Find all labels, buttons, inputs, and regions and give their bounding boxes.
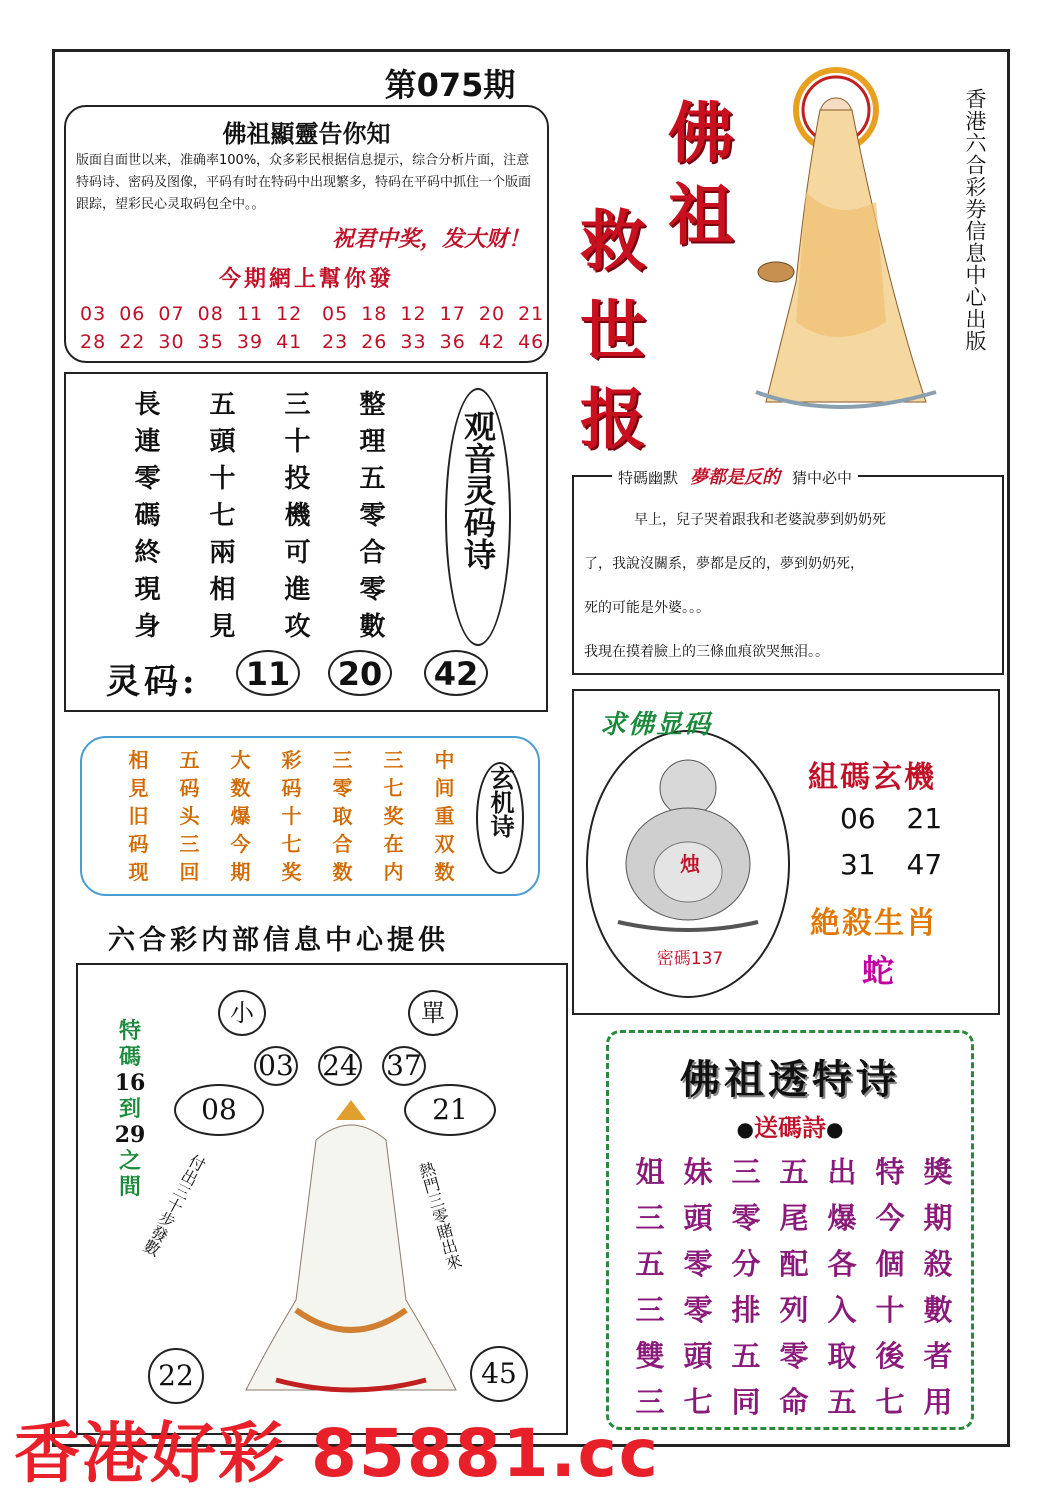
jue-zodiac: 蛇 [862,952,895,990]
xuanji-char: 码 [179,776,200,800]
joke-line: 死的可能是外婆。。。 [584,600,710,616]
xuanji-char: 零 [332,776,353,800]
xuanji-char: 彩 [281,748,302,772]
te-poem-char: 用 [923,1385,953,1419]
poem-char: 可 [284,538,311,568]
xuanji-char: 码 [281,776,302,800]
poem-char: 兩 [209,538,236,568]
tema-char: 到 [118,1096,141,1122]
te-poem-char: 三 [731,1155,761,1189]
xuanji-char: 十 [281,804,302,828]
xuanji-char: 三 [179,832,200,856]
poem-char: 數 [359,612,386,642]
buddha-code-title: 求佛显码 [600,710,713,740]
joke-line: 了，我說沒關系，夢都是反的，夢到奶奶死， [584,556,864,572]
xuanji-char: 相 [128,748,149,772]
xuanji-char: 三 [383,748,404,772]
te-poem-char: 出 [827,1155,857,1189]
xuanji-char: 间 [434,776,455,800]
te-poem-char: 零 [779,1339,809,1373]
te-poem-char: 排 [731,1293,761,1327]
te-poem-char: 七 [875,1385,905,1419]
xuanji-title-text: 玄机诗 [486,766,515,838]
joke-line: 早上，兒子哭着跟我和老婆說夢到奶奶死 [634,512,886,528]
te-poem-char: 五 [731,1339,761,1373]
xuanji-char: 大 [230,748,251,772]
poem-char: 頭 [209,427,236,457]
curve-text-left: 付出三十步發數 [139,1150,209,1259]
poem-char: 身 [134,612,161,642]
song-ma-text: 送碼詩 [754,1113,826,1142]
xuanji-char: 数 [434,860,455,884]
tema-char: 之 [118,1148,141,1174]
poem-char: 投 [284,464,311,494]
te-poem-char: 各 [827,1247,857,1281]
xuanji-char: 見 [128,776,149,800]
zu-numbers [840,796,942,888]
joke-body [584,498,994,674]
te-poem-char: 三 [635,1293,665,1327]
numbers-row1b: 05 18 12 17 20 21 [322,303,545,325]
zu-number: 31 [840,848,876,881]
xuanji-char: 码 [128,832,149,856]
te-poem-char: 同 [731,1385,761,1419]
poem-char: 三 [284,390,311,420]
poem-char: 機 [284,501,311,531]
numbers-row2b: 23 26 33 36 42 46 [322,331,545,353]
joke-header-left: 特碼幽默 [618,469,679,487]
te-poem-char: 入 [827,1293,857,1327]
poem-char: 七 [209,501,236,531]
te-poem-char: 十 [875,1293,905,1327]
joke-header-right: 猜中必中 [792,469,853,487]
circle-number: 22 [148,1348,204,1404]
seated-guanyin-illustration [236,1100,466,1400]
te-poem-char: 頭 [683,1201,713,1235]
tema-char: 碼 [118,1044,141,1070]
te-poem-char: 命 [779,1385,809,1419]
lingma-number: 42 [424,650,488,696]
poem-char: 終 [134,538,161,568]
song-ma-label [606,1108,974,1143]
net-title: 今期網上幫你發 [218,266,394,292]
te-poem-char: 特 [875,1155,905,1189]
guanyin-poem-grid [110,384,410,643]
issue-number: 第075期 [384,66,516,104]
poem-char: 現 [134,575,161,605]
xuanji-char: 今 [230,832,251,856]
poem-char: 十 [284,427,311,457]
title-char-4: 世 [580,292,646,370]
poem-char: 長 [134,390,161,420]
poem-char: 碼 [134,501,161,531]
curve-text-right: 熱門三零賭出來 [414,1159,465,1273]
te-poem-char: 殺 [923,1247,953,1281]
xuanji-char: 奖 [383,804,404,828]
xuanji-char: 现 [128,860,149,884]
poem-char: 進 [284,575,311,605]
te-poem-char: 零 [683,1247,713,1281]
poem-char: 零 [359,575,386,605]
bullet-icon: ● [736,1117,754,1141]
buddha-center-char: 烛 [680,852,700,876]
poem-char: 零 [359,501,386,531]
tema-char: 特 [118,1018,141,1044]
numbers-row2a: 28 22 30 35 39 41 [80,331,303,353]
title-char-3: 救 [580,202,646,280]
poem-char: 連 [134,427,161,457]
te-poem-char: 零 [683,1293,713,1327]
guanyin-title-text: 观音灵码诗 [459,410,497,570]
te-poem-char: 五 [635,1247,665,1281]
poem-char: 五 [209,390,236,420]
te-poem-char: 頭 [683,1339,713,1373]
notice-body: 版面自面世以来，准确率100%，众多彩民根据信息提示，综合分析片面，注意特码诗、密码及图像，平码有时在特码中出现繁多，特码在平码中抓住一个版面跟踪，望彩民心灵取码包全中。。 [76,153,532,212]
wish-text: 祝君中奖，发大财！ [331,226,530,252]
xuanji-char: 三 [332,748,353,772]
title-char-1: 佛 [668,94,734,172]
xuanji-poem-title [478,766,522,838]
circle-number: 03 [254,1046,298,1086]
xuanji-char: 爆 [230,804,251,828]
te-poem-char: 五 [779,1155,809,1189]
title-char-2: 祖 [668,176,734,254]
poem-char: 攻 [284,612,311,642]
te-poem-char: 取 [827,1339,857,1373]
lingma-label: 灵码: [106,662,199,702]
te-poem-grid [626,1150,962,1426]
circle-number: 45 [470,1346,528,1402]
poem-char: 相 [209,575,236,605]
xuanji-char: 内 [383,860,404,884]
circle-number: 21 [404,1084,496,1136]
te-poem-char: 獎 [923,1155,953,1189]
jue-title: 絶殺生肖 [810,906,938,941]
te-poem-char: 列 [779,1293,809,1327]
te-poem-title: 佛祖透特诗 [680,1056,900,1103]
numbers-row1a: 03 06 07 08 11 12 [80,303,303,325]
zu-number: 21 [906,802,943,835]
guanyin-illustration [736,62,952,422]
footer-watermark: 香港好彩 85881.cc [14,1415,660,1492]
te-poem-char: 爆 [827,1201,857,1235]
xuanji-char: 旧 [128,804,149,828]
te-poem-char: 分 [731,1247,761,1281]
te-poem-char: 後 [875,1339,905,1373]
poem-char: 零 [134,464,161,494]
te-poem-char: 者 [923,1339,953,1373]
provided-by: 六合彩内部信息中心提供 [108,925,449,956]
poem-char: 五 [359,464,386,494]
te-poem-char: 妹 [683,1155,713,1189]
xuanji-char: 奖 [281,860,302,884]
xuanji-char: 中 [434,748,455,772]
te-poem-char: 三 [635,1201,665,1235]
badge-single: 單 [408,990,458,1036]
tema-char: 間 [118,1174,141,1200]
xuanji-char: 七 [383,776,404,800]
te-poem-char: 五 [827,1385,857,1419]
circle-number: 24 [318,1046,362,1086]
poem-char: 整 [359,390,386,420]
zu-title: 組碼玄機 [808,760,936,795]
title-char-5: 报 [580,380,646,458]
poem-char: 合 [359,538,386,568]
te-poem-char: 三 [635,1385,665,1419]
te-poem-char: 雙 [635,1339,665,1373]
joke-header-title: 夢都是反的 [690,467,781,488]
xuanji-char: 回 [179,860,200,884]
zu-number: 06 [840,802,876,835]
badge-small: 小 [218,990,266,1036]
te-poem-char: 七 [683,1385,713,1419]
poem-char: 見 [209,612,236,642]
te-poem-char: 零 [731,1201,761,1235]
notice-title: 佛祖顯靈告你知 [222,119,391,148]
circle-number: 08 [174,1084,264,1136]
xuanji-poem-grid [113,744,470,884]
publisher: 香港六合彩券信息中心出版 [963,88,987,352]
joke-header [612,463,858,489]
te-poem-char: 期 [923,1201,953,1235]
xuanji-char: 双 [434,832,455,856]
zu-number: 47 [906,848,943,881]
lingma-number: 20 [328,650,392,696]
laughing-buddha-illustration [608,752,768,932]
xuanji-char: 头 [179,804,200,828]
xuanji-char: 数 [332,860,353,884]
guanyin-poem-title [452,410,504,570]
te-poem-char: 配 [779,1247,809,1281]
te-poem-char: 今 [875,1201,905,1235]
xuanji-char: 重 [434,804,455,828]
tema-to: 29 [114,1122,146,1148]
xuanji-char: 合 [332,832,353,856]
tema-from: 16 [114,1070,146,1096]
lingma-number: 11 [236,650,300,696]
tema-range [110,1018,150,1200]
xuanji-char: 在 [383,832,404,856]
xuanji-char: 五 [179,748,200,772]
mima-code: 密碼137 [656,949,724,969]
xuanji-char: 七 [281,832,302,856]
joke-line: 我現在摸着臉上的三條血痕欲哭無泪。。 [584,644,829,660]
bullet-icon: ● [826,1117,844,1141]
poem-char: 十 [209,464,236,494]
te-poem-char: 數 [923,1293,953,1327]
te-poem-char: 尾 [779,1201,809,1235]
te-poem-char: 姐 [635,1155,665,1189]
xuanji-char: 取 [332,804,353,828]
te-poem-char: 個 [875,1247,905,1281]
xuanji-char: 数 [230,776,251,800]
xuanji-char: 期 [230,860,251,884]
circle-number: 37 [382,1046,426,1086]
poem-char: 理 [359,427,386,457]
